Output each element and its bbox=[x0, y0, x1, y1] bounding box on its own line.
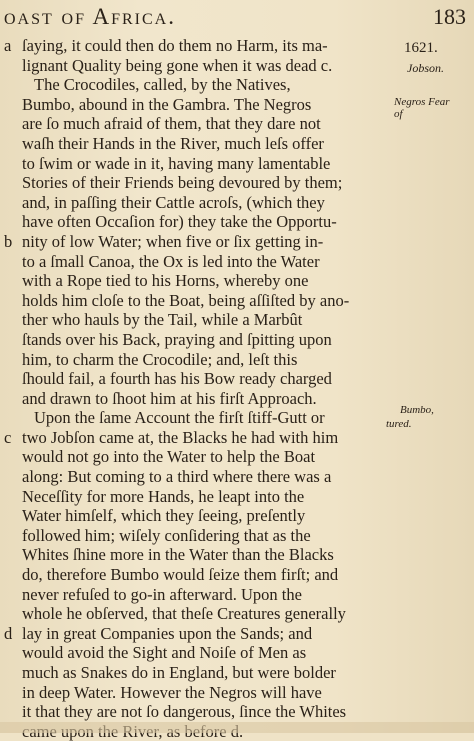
line-text: waſh their Hands in the River, much leſs offer bbox=[22, 133, 324, 153]
line-text: ther who hauls by the Tail, while a Marbût bbox=[22, 310, 303, 330]
text-line bbox=[4, 154, 404, 174]
marginal-letter: d bbox=[4, 623, 13, 643]
line-text: Stories of their Friends being devoured by them; bbox=[22, 173, 343, 193]
text-line bbox=[4, 271, 404, 291]
text-line bbox=[4, 545, 404, 565]
line-text: holds him cloſe to the Boat, being aſſiſted by ano- bbox=[22, 290, 350, 310]
margin-note-line: tured. bbox=[386, 418, 412, 430]
text-line bbox=[4, 114, 404, 134]
line-text: Whites ſhine more in the Water than the Blacks bbox=[22, 545, 334, 565]
text-line bbox=[4, 330, 404, 350]
marginal-letter: c bbox=[4, 427, 12, 447]
line-text: do, therefore Bumbo would ſeize them firſt; and bbox=[22, 565, 339, 585]
margin-note-line: Negros Fear bbox=[394, 96, 450, 108]
line-text: in deep Water. However the Negros will have bbox=[22, 682, 322, 702]
text-line bbox=[4, 447, 404, 467]
text-line bbox=[4, 506, 404, 526]
text-line bbox=[4, 643, 404, 663]
page-header bbox=[4, 4, 466, 34]
line-text: whole he obſerved, that theſe Creatures generally bbox=[22, 604, 346, 624]
line-text: and drawn to ſhoot him at his firſt Approach. bbox=[22, 388, 317, 408]
line-text: ſhould fail, a fourth has his Bow ready charged bbox=[22, 369, 332, 389]
text-line bbox=[4, 428, 404, 448]
marginal-letter: a bbox=[4, 36, 12, 55]
text-line bbox=[4, 291, 404, 311]
text-line bbox=[4, 487, 404, 507]
line-text: and, in paſſing their Cattle acroſs, (which they bbox=[22, 192, 325, 212]
text-line bbox=[4, 467, 404, 487]
margin-note-line: of bbox=[394, 108, 403, 120]
line-text: ſtands over his Back, praying and ſpitting upon bbox=[22, 329, 332, 349]
text-line bbox=[4, 604, 404, 624]
line-text: with a Rope tied to his Horns, whereby one bbox=[22, 271, 309, 291]
text-line bbox=[4, 193, 404, 213]
line-text: Water himſelf, which they ſeeing, preſently bbox=[22, 506, 306, 526]
line-text: followed him; wiſely conſidering that as the bbox=[22, 525, 311, 545]
line-text: much as Snakes do in England, but were bolder bbox=[22, 663, 336, 682]
text-line bbox=[4, 702, 404, 722]
text-line bbox=[4, 350, 404, 370]
line-text: Upon the ſame Account the firſt ſtiff-Gutt or bbox=[34, 408, 325, 428]
line-text: to a ſmall Canoa, the Ox is led into the Water bbox=[22, 251, 320, 271]
line-text: two Jobſon came at, the Blacks he had with him bbox=[22, 427, 339, 447]
line-text: to ſwim or wade in it, having many lamentable bbox=[22, 153, 331, 173]
text-line bbox=[4, 526, 404, 546]
line-text: would not go into the Water to help the Boat bbox=[22, 447, 316, 467]
text-line bbox=[4, 624, 404, 644]
text-line bbox=[4, 212, 404, 232]
line-text: ſaying, it could then do them no Harm, its ma- bbox=[22, 36, 328, 55]
margin-year: 1621. bbox=[404, 40, 438, 56]
text-line bbox=[4, 134, 404, 154]
marginal-letter: b bbox=[4, 231, 13, 251]
text-line bbox=[4, 75, 404, 95]
text-line bbox=[4, 408, 404, 428]
line-text: would avoid the Sight and Noiſe of Men as bbox=[22, 643, 307, 663]
line-text: Neceſſity for more Hands, he leapt into the bbox=[22, 486, 305, 506]
line-text: Bumbo, abound in the Gambra. The Negros bbox=[22, 94, 312, 114]
margin-note-bumbo bbox=[386, 404, 434, 430]
margin-note-line: Bumbo, bbox=[400, 404, 434, 416]
line-text: have often Occaſion for) they take the Opportu- bbox=[22, 212, 337, 232]
margin-author: Jobson. bbox=[407, 61, 444, 75]
text-line bbox=[4, 232, 404, 252]
text-line bbox=[4, 173, 404, 193]
page-number: 183 bbox=[433, 4, 466, 29]
line-text: him, to charm the Crocodile; and, leſt this bbox=[22, 349, 298, 369]
line-text: are ſo much afraid of them, that they dare not bbox=[22, 114, 321, 134]
text-line bbox=[4, 369, 404, 389]
text-line bbox=[4, 252, 404, 272]
page-bottom-edge bbox=[0, 722, 474, 733]
text-line bbox=[4, 565, 404, 585]
line-text: lignant Quality being gone when it was dead c. bbox=[22, 55, 333, 75]
line-text: along: But coming to a third where there was a bbox=[22, 467, 332, 487]
running-head: oast of Africa. bbox=[4, 4, 176, 29]
text-line bbox=[4, 36, 404, 56]
text-line bbox=[4, 663, 404, 683]
line-text: it that they are not ſo dangerous, ſince the Whites bbox=[22, 702, 347, 722]
body-text bbox=[4, 36, 404, 741]
line-text: nity of low Water; when five or ſix getting in- bbox=[22, 231, 324, 251]
text-line bbox=[4, 310, 404, 330]
line-text: The Crocodiles, called, by the Natives, bbox=[34, 75, 291, 95]
text-line bbox=[4, 683, 404, 703]
text-line bbox=[4, 389, 404, 409]
text-line bbox=[4, 585, 404, 605]
line-text: never refuſed to go-in afterward. Upon the bbox=[22, 584, 302, 604]
line-text: lay in great Companies upon the Sands; and bbox=[22, 623, 313, 643]
text-line bbox=[4, 56, 404, 76]
text-line bbox=[4, 95, 404, 115]
